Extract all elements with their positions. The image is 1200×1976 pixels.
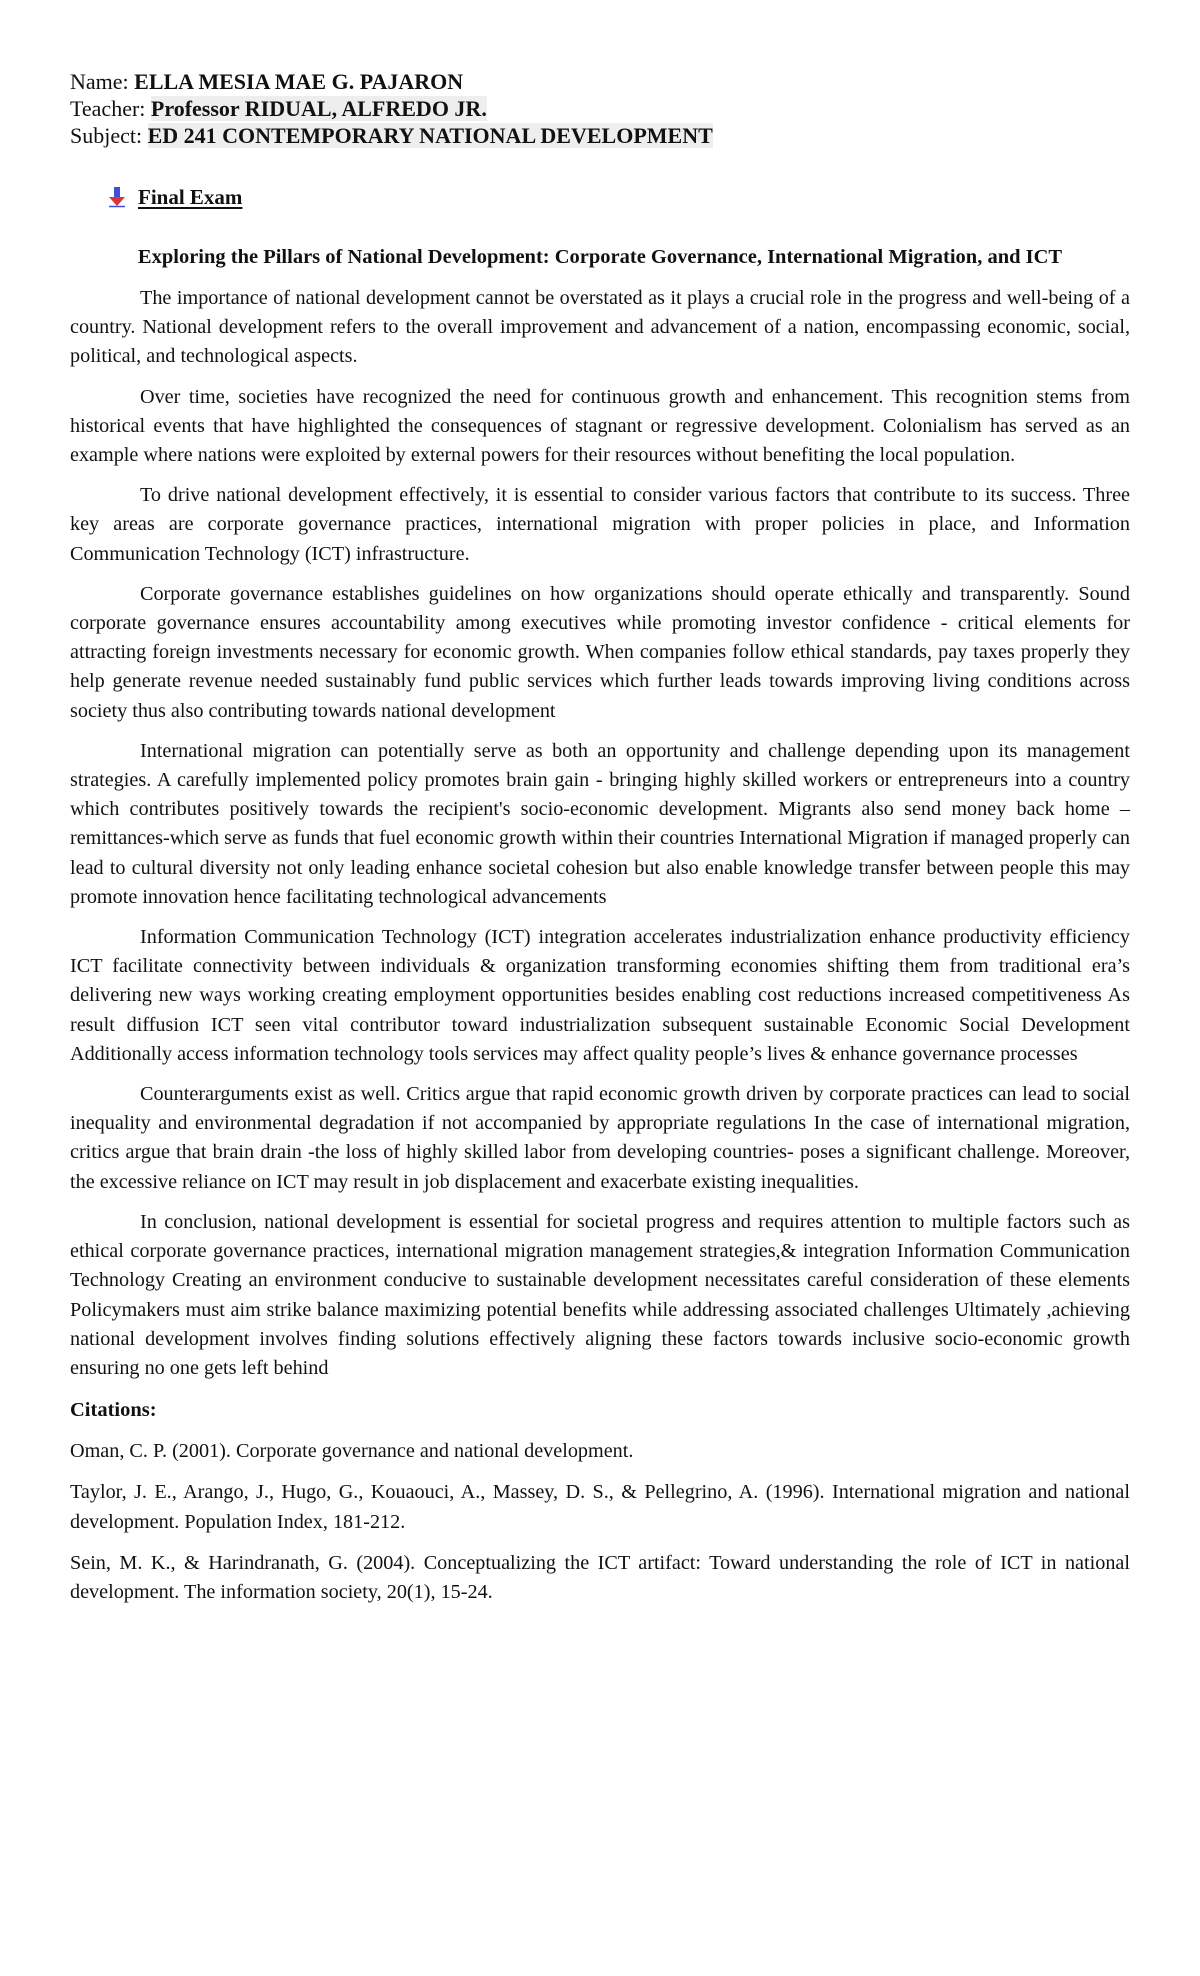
name-label: Name: bbox=[70, 69, 129, 94]
exam-heading-label: Final Exam bbox=[138, 184, 243, 209]
citations-heading: Citations: bbox=[70, 1399, 157, 1422]
teacher-line bbox=[70, 95, 1130, 122]
essay-paragraph-8: In conclusion, national development is essential for societal progress and requires attention to multiple factors such as ethical corporate governance practices, international migration management strategies,& integration Information Communication Technology Creating an environment conducive to sustainable development necessitates careful consideration of these elements Policymakers must aim strike balance maximizing potential benefits while addressing associated challenges Ultimately ,achieving national development involves finding solutions effectively aligning these factors towards inclusive socio-economic growth ensuring no one gets left behind bbox=[70, 1210, 1130, 1379]
essay-paragraph-2: Over time, societies have recognized the need for continuous growth and enhancement. This recognition stems from historical events that have highlighted the consequences of stagnant or regressive development. Colonialism has served as an example where nations were exploited by external powers for their resources without benefiting the local population. bbox=[70, 385, 1130, 467]
essay-paragraph-3: To drive national development effectively, it is essential to consider various factors that contribute to its success. Three key areas are corporate governance practices, international migration with proper policies in place, and Information Communication Technology (ICT) infrastructure. bbox=[70, 484, 1130, 565]
citation-item: Oman, C. P. (2001). Corporate governance and national development. bbox=[70, 1440, 634, 1463]
essay-paragraph-7: Counterarguments exist as well. Critics argue that rapid economic growth driven by corporate practices can lead to social inequality and environmental degradation if not accompanied by appropriate regulations In the case of international migration, critics argue that brain drain -the loss of highly skilled labor from developing countries- poses a significant challenge. Moreover, the excessive reliance on ICT may result in job displacement and exacerbate existing inequalities. bbox=[70, 1083, 1130, 1193]
name-value: ELLA MESIA MAE G. PAJARON bbox=[134, 69, 464, 94]
essay-paragraph-6: Information Communication Technology (ICT) integration accelerates industrialization enhance productivity efficiency ICT facilitate connectivity between individuals & organization transforming economies shifting them from traditional era’s delivering new ways working creating employment opportunities besides enabling cost reductions increased competitiveness As result diffusion ICT seen vital contributor toward industrialization subsequent sustainable Economic Social Development Additionally access information technology tools services may affect quality people’s lives & enhance governance processes bbox=[70, 926, 1130, 1065]
essay-paragraph-5: International migration can potentially serve as both an opportunity and challenge depending upon its management strategies. A carefully implemented policy promotes brain gain - bringing highly skilled workers or entrepreneurs into a country which contributes positively towards the recipient's socio-economic development. Migrants also send money back home –remittances-which serve as funds that fuel economic growth within their countries International Migration if managed properly can lead to cultural diversity not only leading enhance societal cohesion but also enable knowledge transfer between people this may promote innovation hence facilitating technological advancements bbox=[70, 739, 1130, 908]
teacher-value: Professor RIDUAL, ALFREDO JR. bbox=[150, 96, 487, 121]
document-page bbox=[70, 68, 1130, 1607]
exam-heading bbox=[108, 183, 1130, 211]
citation-item: Taylor, J. E., Arango, J., Hugo, G., Kouaouci, A., Massey, D. S., & Pellegrino, A. (1996). International migration and national development. Population Index, 181-212. bbox=[70, 1481, 1130, 1533]
subject-label: Subject: bbox=[70, 123, 143, 148]
essay-paragraph-1: The importance of national development cannot be overstated as it plays a crucial role in the progress and well-being of a country. National development refers to the overall improvement and advancement of a nation, encompassing economic, social, political, and technological aspects. bbox=[70, 287, 1130, 368]
name-line bbox=[70, 68, 1130, 95]
subject-line bbox=[70, 122, 1130, 149]
teacher-label: Teacher: bbox=[70, 96, 146, 121]
essay-body bbox=[70, 284, 1130, 1383]
essay-paragraph-4: Corporate governance establishes guidelines on how organizations should operate ethically and transparently. Sound corporate governance ensures accountability among executives while promoting investor confidence - critical elements for attracting foreign investments necessary for economic growth. When companies follow ethical standards, pay taxes properly they help generate revenue needed sustainably fund public services which further leads towards improving living conditions across society thus also contributing towards national development bbox=[70, 582, 1130, 722]
subject-value: ED 241 CONTEMPORARY NATIONAL DEVELOPMENT bbox=[147, 123, 713, 148]
essay-title: Exploring the Pillars of National Development: Corporate Governance, International Migration, and ICT bbox=[137, 246, 1063, 268]
down-arrow-bullet-icon bbox=[108, 186, 126, 208]
citation-item: Sein, M. K., & Harindranath, G. (2004). Conceptualizing the ICT artifact: Toward understanding the role of ICT in national development. The information society, 20(1), 15-24. bbox=[70, 1551, 1130, 1603]
